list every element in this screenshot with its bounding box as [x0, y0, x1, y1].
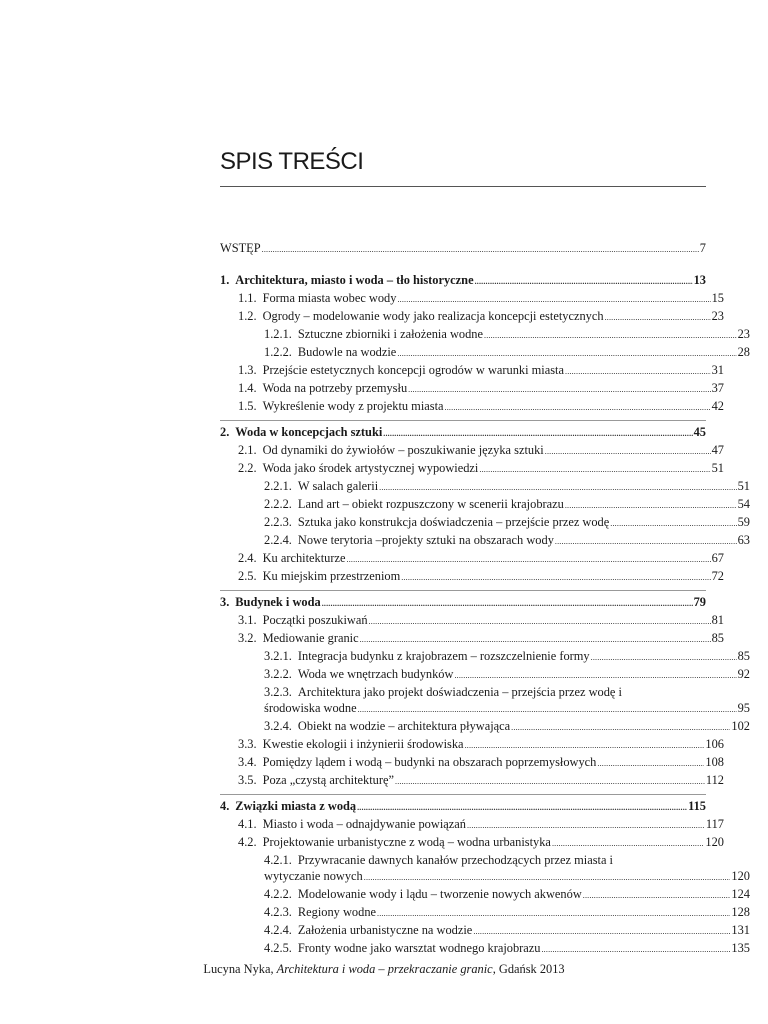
toc-entry[interactable]: [220, 344, 750, 362]
toc-entry-number: 3.: [220, 595, 230, 609]
toc-entry-page: 128: [731, 905, 750, 919]
toc-entry-label: Modelowanie wody i lądu – tworzenie nowych akwenów: [297, 887, 582, 901]
toc-entry-number: 2.1.: [238, 443, 257, 457]
toc-entry-number: 2.2.: [238, 461, 257, 475]
dot-leader: [465, 736, 705, 754]
dot-leader: [358, 700, 737, 718]
toc-entry-label: Woda w koncepcjach sztuki: [235, 425, 383, 439]
toc-entry[interactable]: [220, 612, 724, 630]
toc-entry-page: 120: [731, 869, 750, 883]
dot-leader: [591, 648, 737, 666]
dot-leader: [357, 798, 687, 816]
toc-entry-label: Przejście estetycznych koncepcji ogrodów w warunki miasta: [262, 363, 564, 377]
toc-entry[interactable]: [220, 380, 724, 398]
toc-entry-page: 15: [711, 291, 724, 305]
toc-entry-number: 3.2.4.: [264, 719, 292, 733]
dot-leader: [262, 240, 699, 258]
dot-leader: [377, 904, 730, 922]
toc-entry-page: 120: [705, 835, 724, 849]
toc-entry-number: 4.2.5.: [264, 941, 292, 955]
toc-entry[interactable]: [220, 904, 750, 922]
dot-leader: [597, 754, 704, 772]
page-footer: [0, 962, 768, 977]
toc-entry[interactable]: [220, 736, 724, 754]
toc-entry-page: 13: [693, 273, 706, 287]
toc-entry-label: Woda we wnętrzach budynków: [297, 667, 454, 681]
toc-chapter-1[interactable]: [220, 272, 706, 290]
toc-entry-number: 3.2.3.: [264, 685, 292, 699]
dot-leader: [347, 550, 711, 568]
toc-entry-label: Założenia urbanistyczne na wodzie: [297, 923, 473, 937]
dot-leader: [552, 834, 704, 852]
chapter-separator: [220, 794, 706, 795]
toc-entry-label: Początki poszukiwań: [262, 613, 368, 627]
toc-entry-number: 1.3.: [238, 363, 257, 377]
toc-entry[interactable]: [220, 852, 750, 886]
dot-leader: [322, 594, 693, 612]
dot-leader: [565, 496, 737, 514]
footer-book-title: Architektura i woda – przekraczanie granic: [276, 962, 493, 976]
toc-entry-label: Wykreślenie wody z projektu miasta: [262, 399, 444, 413]
dot-leader: [545, 442, 711, 460]
toc-entry-number: 1.5.: [238, 399, 257, 413]
toc-entry-label: Forma miasta wobec wody: [262, 291, 397, 305]
dot-leader: [555, 532, 737, 550]
dot-leader: [383, 424, 692, 442]
toc-entry-number: 4.2.4.: [264, 923, 292, 937]
toc-entry-number: 2.2.2.: [264, 497, 292, 511]
toc-entry-page: 23: [737, 327, 750, 341]
toc-entry-number: 1.1.: [238, 291, 257, 305]
dot-leader: [401, 568, 710, 586]
toc-entry-page: 7: [699, 241, 706, 255]
dot-leader: [445, 398, 711, 416]
toc-entry-number: 3.3.: [238, 737, 257, 751]
toc-entry-page: 102: [731, 719, 750, 733]
dot-leader: [605, 308, 711, 326]
toc-entry[interactable]: [220, 630, 724, 648]
toc-entry-page: 51: [737, 479, 750, 493]
toc-entry-number: 4.2.1.: [264, 853, 292, 867]
dot-leader: [454, 666, 736, 684]
toc-entry-label: Pomiędzy lądem i wodą – budynki na obszarach poprzemysłowych: [262, 755, 597, 769]
toc-entry-label: Kwestie ekologii i inżynierii środowiska: [262, 737, 464, 751]
toc-entry-page: 81: [711, 613, 724, 627]
toc-entry-page: 23: [711, 309, 724, 323]
toc-entry[interactable]: [220, 772, 724, 790]
toc-entry-page: 63: [737, 533, 750, 547]
toc-entry-number: 4.2.: [238, 835, 257, 849]
toc-entry-page: 59: [737, 515, 750, 529]
toc-entry-number: 2.2.4.: [264, 533, 292, 547]
toc-entry-number: 4.: [220, 799, 230, 813]
dot-leader: [511, 718, 730, 736]
dot-leader: [475, 272, 693, 290]
toc-entry-label: Miasto i woda – odnajdywanie powiązań: [262, 817, 466, 831]
title-divider: [220, 186, 706, 187]
chapter-separator: [220, 590, 706, 591]
toc-entry-page: 54: [737, 497, 750, 511]
toc-entry-label-continued: środowiska wodne: [264, 701, 357, 715]
toc-entry-number: 4.2.2.: [264, 887, 292, 901]
toc-entry-label: Sztuczne zbiorniki i założenia wodne: [297, 327, 483, 341]
toc-entry-label: Fronty wodne jako warsztat wodnego krajobrazu: [297, 941, 541, 955]
toc-entry-number: 1.: [220, 273, 230, 287]
toc-entry-page: 85: [737, 649, 750, 663]
dot-leader: [408, 380, 710, 398]
dot-leader: [610, 514, 736, 532]
toc-entry-front[interactable]: [220, 240, 706, 258]
toc-entry-label: Integracja budynku z krajobrazem – rozszczelnienie formy: [297, 649, 590, 663]
toc-entry[interactable]: [220, 550, 724, 568]
toc-entry-page: 131: [731, 923, 750, 937]
toc-entry[interactable]: [220, 648, 750, 666]
toc-entry[interactable]: [220, 442, 724, 460]
toc-entry-number: 1.4.: [238, 381, 257, 395]
toc-entry-number: 3.4.: [238, 755, 257, 769]
toc-entry-label: Poza „czystą architekturę”: [262, 773, 394, 787]
toc-entry-page: 42: [711, 399, 724, 413]
toc-entry-label: WSTĘP: [220, 241, 261, 255]
toc-entry-page: 28: [737, 345, 750, 359]
toc-entry-label: Mediowanie granic: [262, 631, 359, 645]
dot-leader: [473, 922, 730, 940]
toc-entry-page: 124: [731, 887, 750, 901]
toc-entry-label: Od dynamiki do żywiołów – poszukiwanie języka sztuki: [262, 443, 544, 457]
toc-entry-number: 4.1.: [238, 817, 257, 831]
toc-entry-number: 2.5.: [238, 569, 257, 583]
toc-entry-page: 31: [711, 363, 724, 377]
dot-leader: [379, 478, 736, 496]
toc-entry-page: 85: [711, 631, 724, 645]
dot-leader: [583, 886, 731, 904]
toc-entry-label: Budynek i woda: [235, 595, 321, 609]
toc-entry[interactable]: [220, 532, 750, 550]
toc-entry-label: Przywracanie dawnych kanałów przechodzących przez miasta i: [297, 853, 614, 867]
toc-entry-number: 2.: [220, 425, 230, 439]
toc-entry-label: Architektura jako projekt doświadczenia – przejścia przez wodę i: [297, 685, 622, 699]
table-of-contents: [220, 240, 750, 958]
toc-entry-label: Projektowanie urbanistyczne z wodą – wodna urbanistyka: [262, 835, 551, 849]
toc-entry[interactable]: [220, 718, 750, 736]
toc-entry-page: 72: [711, 569, 724, 583]
toc-entry-label: Land art – obiekt rozpuszczony w scenerii krajobrazu: [297, 497, 564, 511]
page-title: SPIS TREŚCI: [220, 148, 364, 175]
toc-entry[interactable]: [220, 290, 724, 308]
dot-leader: [360, 630, 711, 648]
toc-entry-page: 79: [693, 595, 706, 609]
toc-entry-page: 108: [705, 755, 724, 769]
toc-entry-number: 1.2.: [238, 309, 257, 323]
toc-entry-page: 115: [688, 799, 706, 813]
toc-entry-page: 106: [705, 737, 724, 751]
toc-entry-number: 1.2.2.: [264, 345, 292, 359]
toc-entry-page: 45: [693, 425, 706, 439]
toc-entry[interactable]: [220, 514, 750, 532]
toc-chapter-4[interactable]: [220, 798, 706, 816]
toc-entry-number: 1.2.1.: [264, 327, 292, 341]
toc-entry-page: 47: [711, 443, 724, 457]
toc-entry[interactable]: [220, 816, 724, 834]
toc-entry-number: 3.2.1.: [264, 649, 292, 663]
toc-entry-label: Woda na potrzeby przemysłu: [262, 381, 408, 395]
toc-entry-label: Architektura, miasto i woda – tło historyczne: [235, 273, 474, 287]
toc-entry[interactable]: [220, 886, 750, 904]
toc-entry[interactable]: [220, 834, 724, 852]
toc-entry-label: Ogrody – modelowanie wody jako realizacja koncepcji estetycznych: [262, 309, 604, 323]
toc-entry-number: 2.2.1.: [264, 479, 292, 493]
footer-author: Lucyna Nyka,: [203, 962, 277, 976]
toc-entry-page: 117: [705, 817, 724, 831]
dot-leader: [364, 868, 731, 886]
toc-entry-number: 4.2.3.: [264, 905, 292, 919]
dot-leader: [479, 460, 710, 478]
toc-entry-label: Regiony wodne: [297, 905, 377, 919]
toc-entry-page: 95: [737, 701, 750, 715]
dot-leader: [397, 290, 710, 308]
toc-entry-label: Sztuka jako konstrukcja doświadczenia – przejście przez wodę: [297, 515, 610, 529]
toc-entry-label: W salach galerii: [297, 479, 379, 493]
toc-entry-page: 51: [711, 461, 724, 475]
dot-leader: [565, 362, 711, 380]
toc-entry-number: 3.2.2.: [264, 667, 292, 681]
footer-place-year: , Gdańsk 2013: [492, 962, 565, 976]
dot-leader: [541, 940, 730, 958]
toc-entry[interactable]: [220, 922, 750, 940]
toc-entry-number: 2.4.: [238, 551, 257, 565]
toc-entry-number: 3.1.: [238, 613, 257, 627]
toc-entry-number: 2.2.3.: [264, 515, 292, 529]
dot-leader: [395, 772, 705, 790]
toc-chapters: [220, 268, 750, 958]
toc-entry[interactable]: [220, 362, 724, 380]
toc-entry-label: Budowle na wodzie: [297, 345, 397, 359]
toc-entry[interactable]: [220, 684, 750, 718]
dot-leader: [369, 612, 711, 630]
toc-entry-number: 3.5.: [238, 773, 257, 787]
toc-entry[interactable]: [220, 666, 750, 684]
toc-entry[interactable]: [220, 496, 750, 514]
chapter-separator: [220, 420, 706, 421]
toc-entry[interactable]: [220, 308, 724, 326]
toc-entry-label: Obiekt na wodzie – architektura pływająca: [297, 719, 511, 733]
toc-entry-number: 3.2.: [238, 631, 257, 645]
dot-leader: [397, 344, 736, 362]
toc-entry-page: 37: [711, 381, 724, 395]
toc-entry-label: Związki miasta z wodą: [235, 799, 357, 813]
toc-entry-page: 112: [705, 773, 724, 787]
toc-entry[interactable]: [220, 940, 750, 958]
toc-entry-page: 135: [731, 941, 750, 955]
toc-chapter-2[interactable]: [220, 424, 706, 442]
toc-entry[interactable]: [220, 326, 750, 344]
toc-entry-label: Woda jako środek artystycznej wypowiedzi: [262, 461, 479, 475]
toc-entry-page: 67: [711, 551, 724, 565]
toc-entry[interactable]: [220, 460, 724, 478]
toc-entry[interactable]: [220, 754, 724, 772]
toc-entry[interactable]: [220, 398, 724, 416]
dot-leader: [484, 326, 737, 344]
toc-entry-label: Ku architekturze: [262, 551, 346, 565]
toc-chapter-3[interactable]: [220, 594, 706, 612]
toc-entry-label: Nowe terytoria –projekty sztuki na obszarach wody: [297, 533, 554, 547]
toc-entry-label: Ku miejskim przestrzeniom: [262, 569, 401, 583]
toc-entry-page: 92: [737, 667, 750, 681]
toc-entry[interactable]: [220, 568, 724, 586]
toc-entry[interactable]: [220, 478, 750, 496]
toc-entry-label-continued: wytyczanie nowych: [264, 869, 363, 883]
dot-leader: [467, 816, 705, 834]
